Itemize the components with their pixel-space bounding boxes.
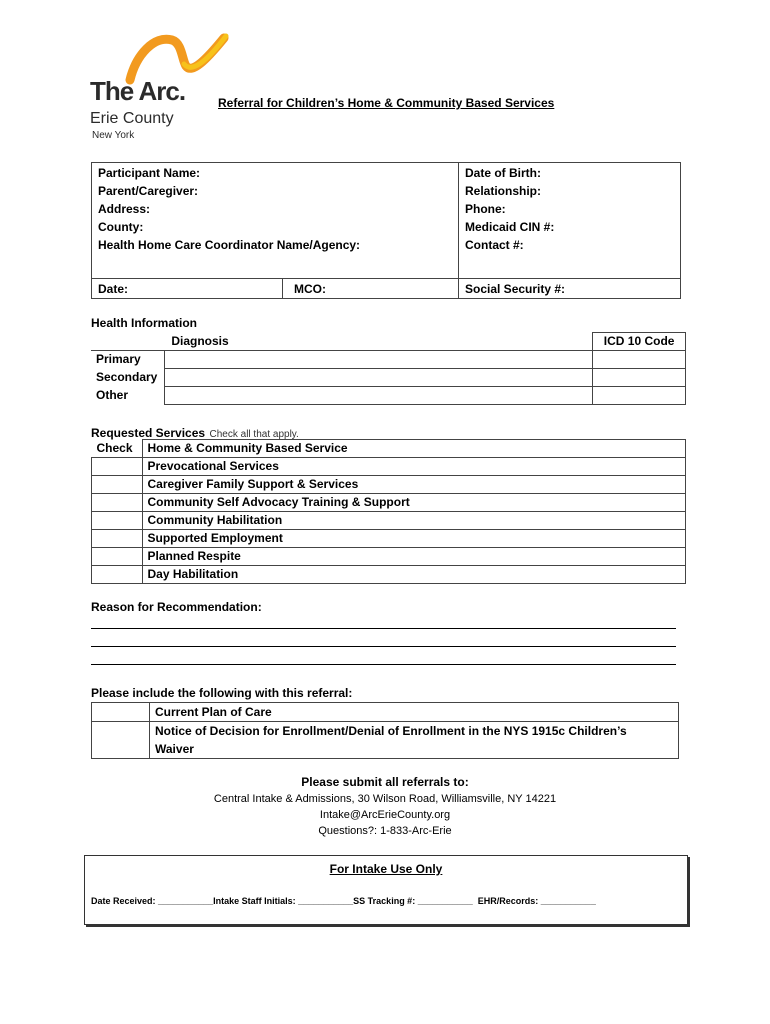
service-item: Prevocational Services bbox=[142, 458, 686, 476]
social-security-label: Social Security #: bbox=[465, 282, 566, 296]
service-checkbox-cell[interactable] bbox=[92, 494, 143, 512]
table-row bbox=[92, 494, 686, 512]
service-checkbox-cell[interactable] bbox=[92, 476, 143, 494]
county-label: County: bbox=[98, 220, 144, 234]
table-row bbox=[92, 512, 686, 530]
table-row bbox=[92, 440, 686, 458]
service-item: Caregiver Family Support & Services bbox=[142, 476, 686, 494]
other-label: Other bbox=[91, 387, 164, 405]
table-row bbox=[91, 387, 686, 405]
other-icd-field[interactable] bbox=[593, 387, 686, 405]
contact-label: Contact #: bbox=[465, 238, 524, 252]
include-table bbox=[91, 702, 679, 759]
service-checkbox-cell[interactable] bbox=[92, 458, 143, 476]
diagnosis-header bbox=[164, 333, 592, 351]
relationship-label: Relationship: bbox=[465, 184, 542, 198]
secondary-diagnosis-field[interactable] bbox=[164, 369, 592, 387]
parent-caregiver-label: Parent/Caregiver: bbox=[98, 184, 199, 198]
table-row bbox=[92, 476, 686, 494]
participant-info-box bbox=[91, 162, 681, 299]
service-item: Supported Employment bbox=[142, 530, 686, 548]
reason-heading: Reason for Recommendation: bbox=[91, 600, 262, 614]
row-divider bbox=[92, 278, 680, 279]
logo-state: New York bbox=[92, 130, 135, 141]
reason-line-3[interactable] bbox=[91, 664, 676, 665]
table-row bbox=[92, 566, 686, 584]
icd-header: ICD 10 Code bbox=[593, 333, 686, 351]
care-coordinator-label: Health Home Care Coordinator Name/Agency: bbox=[98, 238, 361, 252]
primary-label: Primary bbox=[91, 351, 164, 369]
date-of-birth-label: Date of Birth: bbox=[465, 166, 541, 180]
date-label: Date: bbox=[98, 282, 129, 296]
medicaid-cin-label: Medicaid CIN #: bbox=[465, 220, 555, 234]
service-item: Community Habilitation bbox=[142, 512, 686, 530]
secondary-icd-field[interactable] bbox=[593, 369, 686, 387]
submit-email[interactable]: Intake@ArcErieCounty.org bbox=[319, 809, 451, 821]
service-checkbox-cell[interactable] bbox=[92, 548, 143, 566]
secondary-label: Secondary bbox=[91, 369, 164, 387]
participant-name-label: Participant Name: bbox=[98, 166, 201, 180]
submit-address: Central Intake & Admissions, 30 Wilson Road, Williamsville, NY 14221 bbox=[213, 793, 557, 805]
service-checkbox-cell[interactable] bbox=[92, 530, 143, 548]
table-row bbox=[92, 703, 679, 722]
date-mco-divider bbox=[282, 278, 283, 298]
service-item: Planned Respite bbox=[142, 548, 686, 566]
submit-questions: Questions?: 1-833-Arc-Erie bbox=[318, 825, 452, 837]
diagnosis-header-text: Diagnosis bbox=[171, 333, 229, 348]
requested-services-title: Requested Services bbox=[91, 426, 206, 440]
include-item: Current Plan of Care bbox=[150, 703, 679, 722]
service-item: Day Habilitation bbox=[142, 566, 686, 584]
logo bbox=[88, 30, 233, 145]
address-label: Address: bbox=[98, 202, 151, 216]
mco-label: MCO: bbox=[294, 282, 326, 296]
requested-services-hint: Check all that apply. bbox=[209, 429, 299, 440]
check-header: Check bbox=[92, 440, 143, 458]
table-row bbox=[92, 530, 686, 548]
other-diagnosis-field[interactable] bbox=[164, 387, 592, 405]
table-row bbox=[92, 548, 686, 566]
logo-wordmark: The Arc. bbox=[90, 76, 186, 106]
services-table bbox=[91, 439, 686, 584]
table-row bbox=[92, 722, 679, 759]
primary-diagnosis-field[interactable] bbox=[164, 351, 592, 369]
service-checkbox-cell[interactable] bbox=[92, 566, 143, 584]
intake-heading: For Intake Use Only bbox=[329, 862, 443, 876]
service-item: Home & Community Based Service bbox=[142, 440, 686, 458]
intake-fields: Date Received: ___________Intake Staff Initials: ___________SS Tracking #: ___________ EHR/Records: ___________ bbox=[91, 896, 596, 906]
document-title: Referral for Children’s Home & Community Based Services bbox=[218, 96, 555, 110]
reason-line-2[interactable] bbox=[91, 646, 676, 647]
table-row bbox=[92, 458, 686, 476]
intake-box bbox=[84, 855, 688, 925]
logo-county: Erie County bbox=[90, 110, 174, 127]
include-item: Notice of Decision for Enrollment/Denial of Enrollment in the NYS 1915c Children’s Waiver bbox=[150, 722, 679, 759]
table-row bbox=[91, 351, 686, 369]
service-checkbox-cell[interactable] bbox=[92, 512, 143, 530]
service-item: Community Self Advocacy Training & Support bbox=[142, 494, 686, 512]
table-row bbox=[91, 369, 686, 387]
table-row bbox=[91, 333, 686, 351]
health-information-heading: Health Information bbox=[91, 316, 198, 330]
reason-line-1[interactable] bbox=[91, 628, 676, 629]
primary-icd-field[interactable] bbox=[593, 351, 686, 369]
include-checkbox-cell[interactable] bbox=[92, 703, 150, 722]
table-cell bbox=[91, 333, 164, 351]
health-table bbox=[91, 332, 686, 405]
include-checkbox-cell[interactable] bbox=[92, 722, 150, 759]
phone-label: Phone: bbox=[465, 202, 506, 216]
include-heading: Please include the following with this referral: bbox=[91, 686, 353, 700]
submit-heading: Please submit all referrals to: bbox=[301, 775, 469, 789]
